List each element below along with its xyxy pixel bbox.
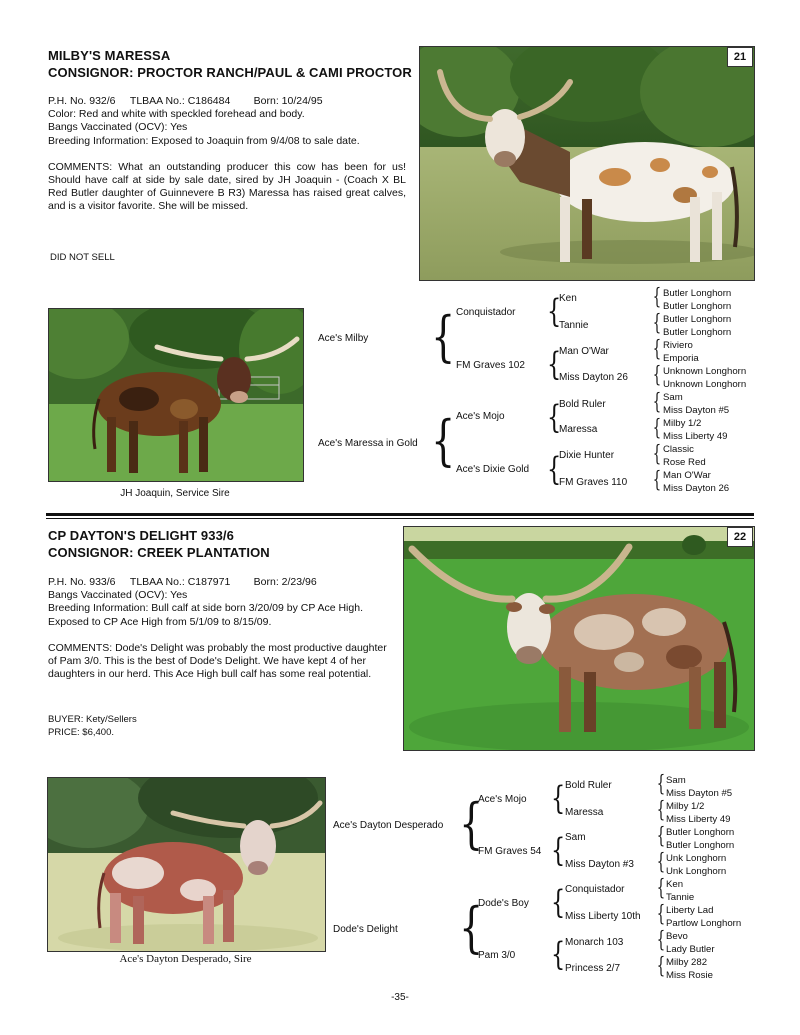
lot22-ped-g3-2: Sam bbox=[565, 832, 586, 843]
lot21-sire-photo bbox=[48, 308, 304, 482]
lot21-ped-g4-6: Unknown Longhorn bbox=[663, 366, 747, 377]
lot22-cow-image bbox=[404, 527, 754, 750]
lot22-brace-g3d: { bbox=[656, 850, 666, 875]
lot22-sire-image bbox=[48, 778, 325, 951]
lot22-sire-caption: Ace's Dayton Desperado, Sire bbox=[119, 953, 252, 965]
lot22-brace-g3f: { bbox=[656, 902, 666, 927]
lot21-brace-g3a: { bbox=[652, 285, 662, 310]
lot22-breeding-line: Breeding Information: Bull calf at side born 3/20/09 by CP Ace High. Exposed to CP Ace High from 5/1/09 to 8/15/09. bbox=[48, 602, 363, 628]
lot22-brace-g3e: { bbox=[656, 876, 666, 901]
lot22-ped-g3-1: Maressa bbox=[565, 807, 604, 818]
lot22-ped-g4-10: Liberty Lad bbox=[666, 905, 714, 916]
lot22-bangs-line: Bangs Vaccinated (OCV): Yes bbox=[48, 589, 188, 602]
lot22-ped-g2-0: Ace's Mojo bbox=[478, 794, 527, 805]
lot21-ped-g2-0: Conquistador bbox=[456, 307, 516, 318]
lot22-brace-g2b: { bbox=[551, 831, 566, 869]
lot22-ped-g4-1: Miss Dayton #5 bbox=[666, 788, 733, 799]
lot21-ped-g4-5: Emporia bbox=[663, 353, 699, 364]
lot22-ped-sire: Ace's Dayton Desperado bbox=[333, 820, 444, 831]
lot22-ped-g2-2: Dode's Boy bbox=[478, 898, 529, 909]
lot21-breeding-line: Breeding Information: Exposed to Joaquin from 9/4/08 to sale date. bbox=[48, 134, 360, 147]
lot21-comments: COMMENTS: What an outstanding producer this cow has been for us! Should have calf at side by sale date, sired by JH Joaquin - (Coach X BL Red Butler daughter of Guinnevere B R3) Maressa has raised great calves, and is a visitor favorite. She will be missed. bbox=[48, 160, 406, 213]
lot22-brace-g2d: { bbox=[551, 935, 566, 973]
lot21-ped-g2-2: Ace's Mojo bbox=[456, 411, 505, 422]
lot21-brace-g1: { bbox=[431, 305, 456, 368]
lot21-result: DID NOT SELL bbox=[50, 252, 115, 263]
lot21-consignor: CONSIGNOR: PROCTOR RANCH/PAUL & CAMI PROCTOR bbox=[48, 65, 412, 80]
lot22-brace-g3c: { bbox=[656, 824, 666, 849]
lot21-ped-g4-3: Butler Longhorn bbox=[663, 327, 732, 338]
lot22-ped-g3-3: Miss Dayton #3 bbox=[565, 859, 634, 870]
lot22-brace-g2a: { bbox=[551, 779, 566, 817]
lot21-ped-g3-6: Dixie Hunter bbox=[559, 450, 615, 461]
lot22-brace-g3b: { bbox=[656, 798, 666, 823]
page-number: -35- bbox=[391, 992, 409, 1003]
lot21-ped-g3-4: Bold Ruler bbox=[559, 399, 606, 410]
lot22-price: PRICE: $6,400. bbox=[48, 727, 115, 738]
lot21-ped-g4-0: Butler Longhorn bbox=[663, 288, 732, 299]
lot22-comments: COMMENTS: Dode's Delight was probably the most productive daughter of Pam 3/0. This is the best of Dode's Delight. We have kept 4 of her daughters in our herd. This Ace High bull calf has some real potential. bbox=[48, 641, 387, 681]
lot21-ped-g4-10: Milby 1/2 bbox=[663, 418, 702, 429]
lot21-ped-g3-7: FM Graves 110 bbox=[559, 477, 628, 488]
lot22-number-badge: 22 bbox=[727, 527, 753, 547]
lot21-ph-line: P.H. No. 932/6 TLBAA No.: C186484 Born: 10/24/95 bbox=[48, 95, 323, 107]
lot21-brace-g3h: { bbox=[652, 468, 662, 493]
lot22-brace-g2c: { bbox=[551, 883, 566, 921]
lot22-ped-g4-2: Milby 1/2 bbox=[666, 801, 705, 812]
lot21-brace-g2a: { bbox=[547, 292, 562, 330]
lot21-ped-g3-1: Tannie bbox=[559, 320, 589, 331]
lot21-ped-g4-9: Miss Dayton #5 bbox=[663, 405, 730, 416]
lot21-ped-g2-1: FM Graves 102 bbox=[456, 360, 525, 371]
lot21-ped-g4-4: Riviero bbox=[663, 340, 693, 351]
lot22-title: CP DAYTON'S DELIGHT 933/6 bbox=[48, 528, 234, 543]
lot21-ped-g2-3: Ace's Dixie Gold bbox=[456, 464, 530, 475]
lot22-cow-photo bbox=[403, 526, 755, 751]
lot21-ped-g4-7: Unknown Longhorn bbox=[663, 379, 747, 390]
lot21-brace-g3d: { bbox=[652, 363, 662, 388]
lot22-ped-g4-7: Unk Longhorn bbox=[666, 866, 727, 877]
lot21-cow-image bbox=[420, 47, 754, 280]
lot21-ped-g4-11: Miss Liberty 49 bbox=[663, 431, 728, 442]
lot21-brace-g1b: { bbox=[431, 409, 456, 472]
lot22-ped-g3-0: Bold Ruler bbox=[565, 780, 612, 791]
lot21-ped-g3-3: Miss Dayton 26 bbox=[559, 372, 628, 383]
lot21-number-badge: 21 bbox=[727, 47, 753, 67]
lot22-ped-g4-5: Butler Longhorn bbox=[666, 840, 735, 851]
lot21-ped-g4-2: Butler Longhorn bbox=[663, 314, 732, 325]
lot22-ped-g4-9: Tannie bbox=[666, 892, 695, 903]
lot21-sire-image bbox=[49, 309, 303, 481]
lot21-brace-g3g: { bbox=[652, 442, 662, 467]
lot21-ped-g3-2: Man O'War bbox=[559, 346, 609, 357]
lot21-ped-g4-12: Classic bbox=[663, 444, 694, 455]
lot21-brace-g2d: { bbox=[547, 450, 562, 488]
lot22-ped-g4-15: Miss Rosie bbox=[666, 970, 713, 981]
lot21-brace-g3e: { bbox=[652, 390, 662, 415]
lot21-ped-g4-14: Man O'War bbox=[663, 470, 711, 481]
lot22-ped-g2-1: FM Graves 54 bbox=[478, 846, 542, 857]
lot22-ped-g4-8: Ken bbox=[666, 879, 684, 890]
lot22-ped-g4-12: Bevo bbox=[666, 931, 688, 942]
lot22-ped-g2-3: Pam 3/0 bbox=[478, 950, 516, 961]
lot21-ped-sire: Ace's Milby bbox=[318, 333, 369, 344]
lot22-ped-g4-13: Lady Butler bbox=[666, 944, 715, 955]
lot21-ped-g4-15: Miss Dayton 26 bbox=[663, 483, 730, 494]
lot21-brace-g2b: { bbox=[547, 345, 562, 383]
section-divider-bottom bbox=[46, 518, 754, 519]
lot22-ped-g3-7: Princess 2/7 bbox=[565, 963, 621, 974]
lot21-brace-g3c: { bbox=[652, 337, 662, 362]
lot21-bangs-line: Bangs Vaccinated (OCV): Yes bbox=[48, 121, 188, 134]
lot21-ped-g4-13: Rose Red bbox=[663, 457, 706, 468]
lot21-sire-caption: JH Joaquin, Service Sire bbox=[120, 488, 230, 499]
lot22-brace-g1: { bbox=[459, 792, 484, 855]
lot22-ped-g3-5: Miss Liberty 10th bbox=[565, 911, 641, 922]
lot22-ped-g4-4: Butler Longhorn bbox=[666, 827, 735, 838]
lot21-ped-g3-0: Ken bbox=[559, 293, 577, 304]
lot22-sire-photo bbox=[47, 777, 326, 952]
lot21-details bbox=[48, 95, 406, 214]
lot21-ped-g3-5: Maressa bbox=[559, 424, 598, 435]
lot22-ped-g4-3: Miss Liberty 49 bbox=[666, 814, 731, 825]
section-divider-top bbox=[46, 513, 754, 516]
lot22-ped-g4-0: Sam bbox=[666, 775, 686, 786]
lot22-buyer: BUYER: Kety/Sellers bbox=[48, 714, 137, 725]
lot22-brace-g1b: { bbox=[459, 896, 484, 959]
lot21-cow-photo bbox=[419, 46, 755, 281]
lot21-brace-g2c: { bbox=[547, 398, 562, 436]
lot22-ph-line: P.H. No. 933/6 TLBAA No.: C187971 Born: 2/23/96 bbox=[48, 576, 317, 588]
lot21-ped-dam: Ace's Maressa in Gold bbox=[318, 438, 418, 449]
lot22-ped-g3-4: Conquistador bbox=[565, 884, 625, 895]
lot21-color-line: Color: Red and white with speckled forehead and body. bbox=[48, 108, 305, 121]
lot22-ped-g4-6: Unk Longhorn bbox=[666, 853, 727, 864]
lot22-brace-g3g: { bbox=[656, 928, 666, 953]
lot21-brace-g3f: { bbox=[652, 416, 662, 441]
lot22-ped-g4-14: Milby 282 bbox=[666, 957, 708, 968]
lot22-brace-g3a: { bbox=[656, 772, 666, 797]
lot21-title: MILBY'S MARESSA bbox=[48, 48, 171, 63]
lot22-details bbox=[48, 576, 393, 681]
lot22-ped-dam: Dode's Delight bbox=[333, 924, 398, 935]
lot21-ped-g4-8: Sam bbox=[663, 392, 683, 403]
lot22-brace-g3h: { bbox=[656, 954, 666, 979]
lot22-consignor: CONSIGNOR: CREEK PLANTATION bbox=[48, 545, 270, 560]
lot22-ped-g3-6: Monarch 103 bbox=[565, 937, 624, 948]
lot21-ped-g4-1: Butler Longhorn bbox=[663, 301, 732, 312]
lot21-brace-g3b: { bbox=[652, 311, 662, 336]
lot22-ped-g4-11: Partlow Longhorn bbox=[666, 918, 742, 929]
